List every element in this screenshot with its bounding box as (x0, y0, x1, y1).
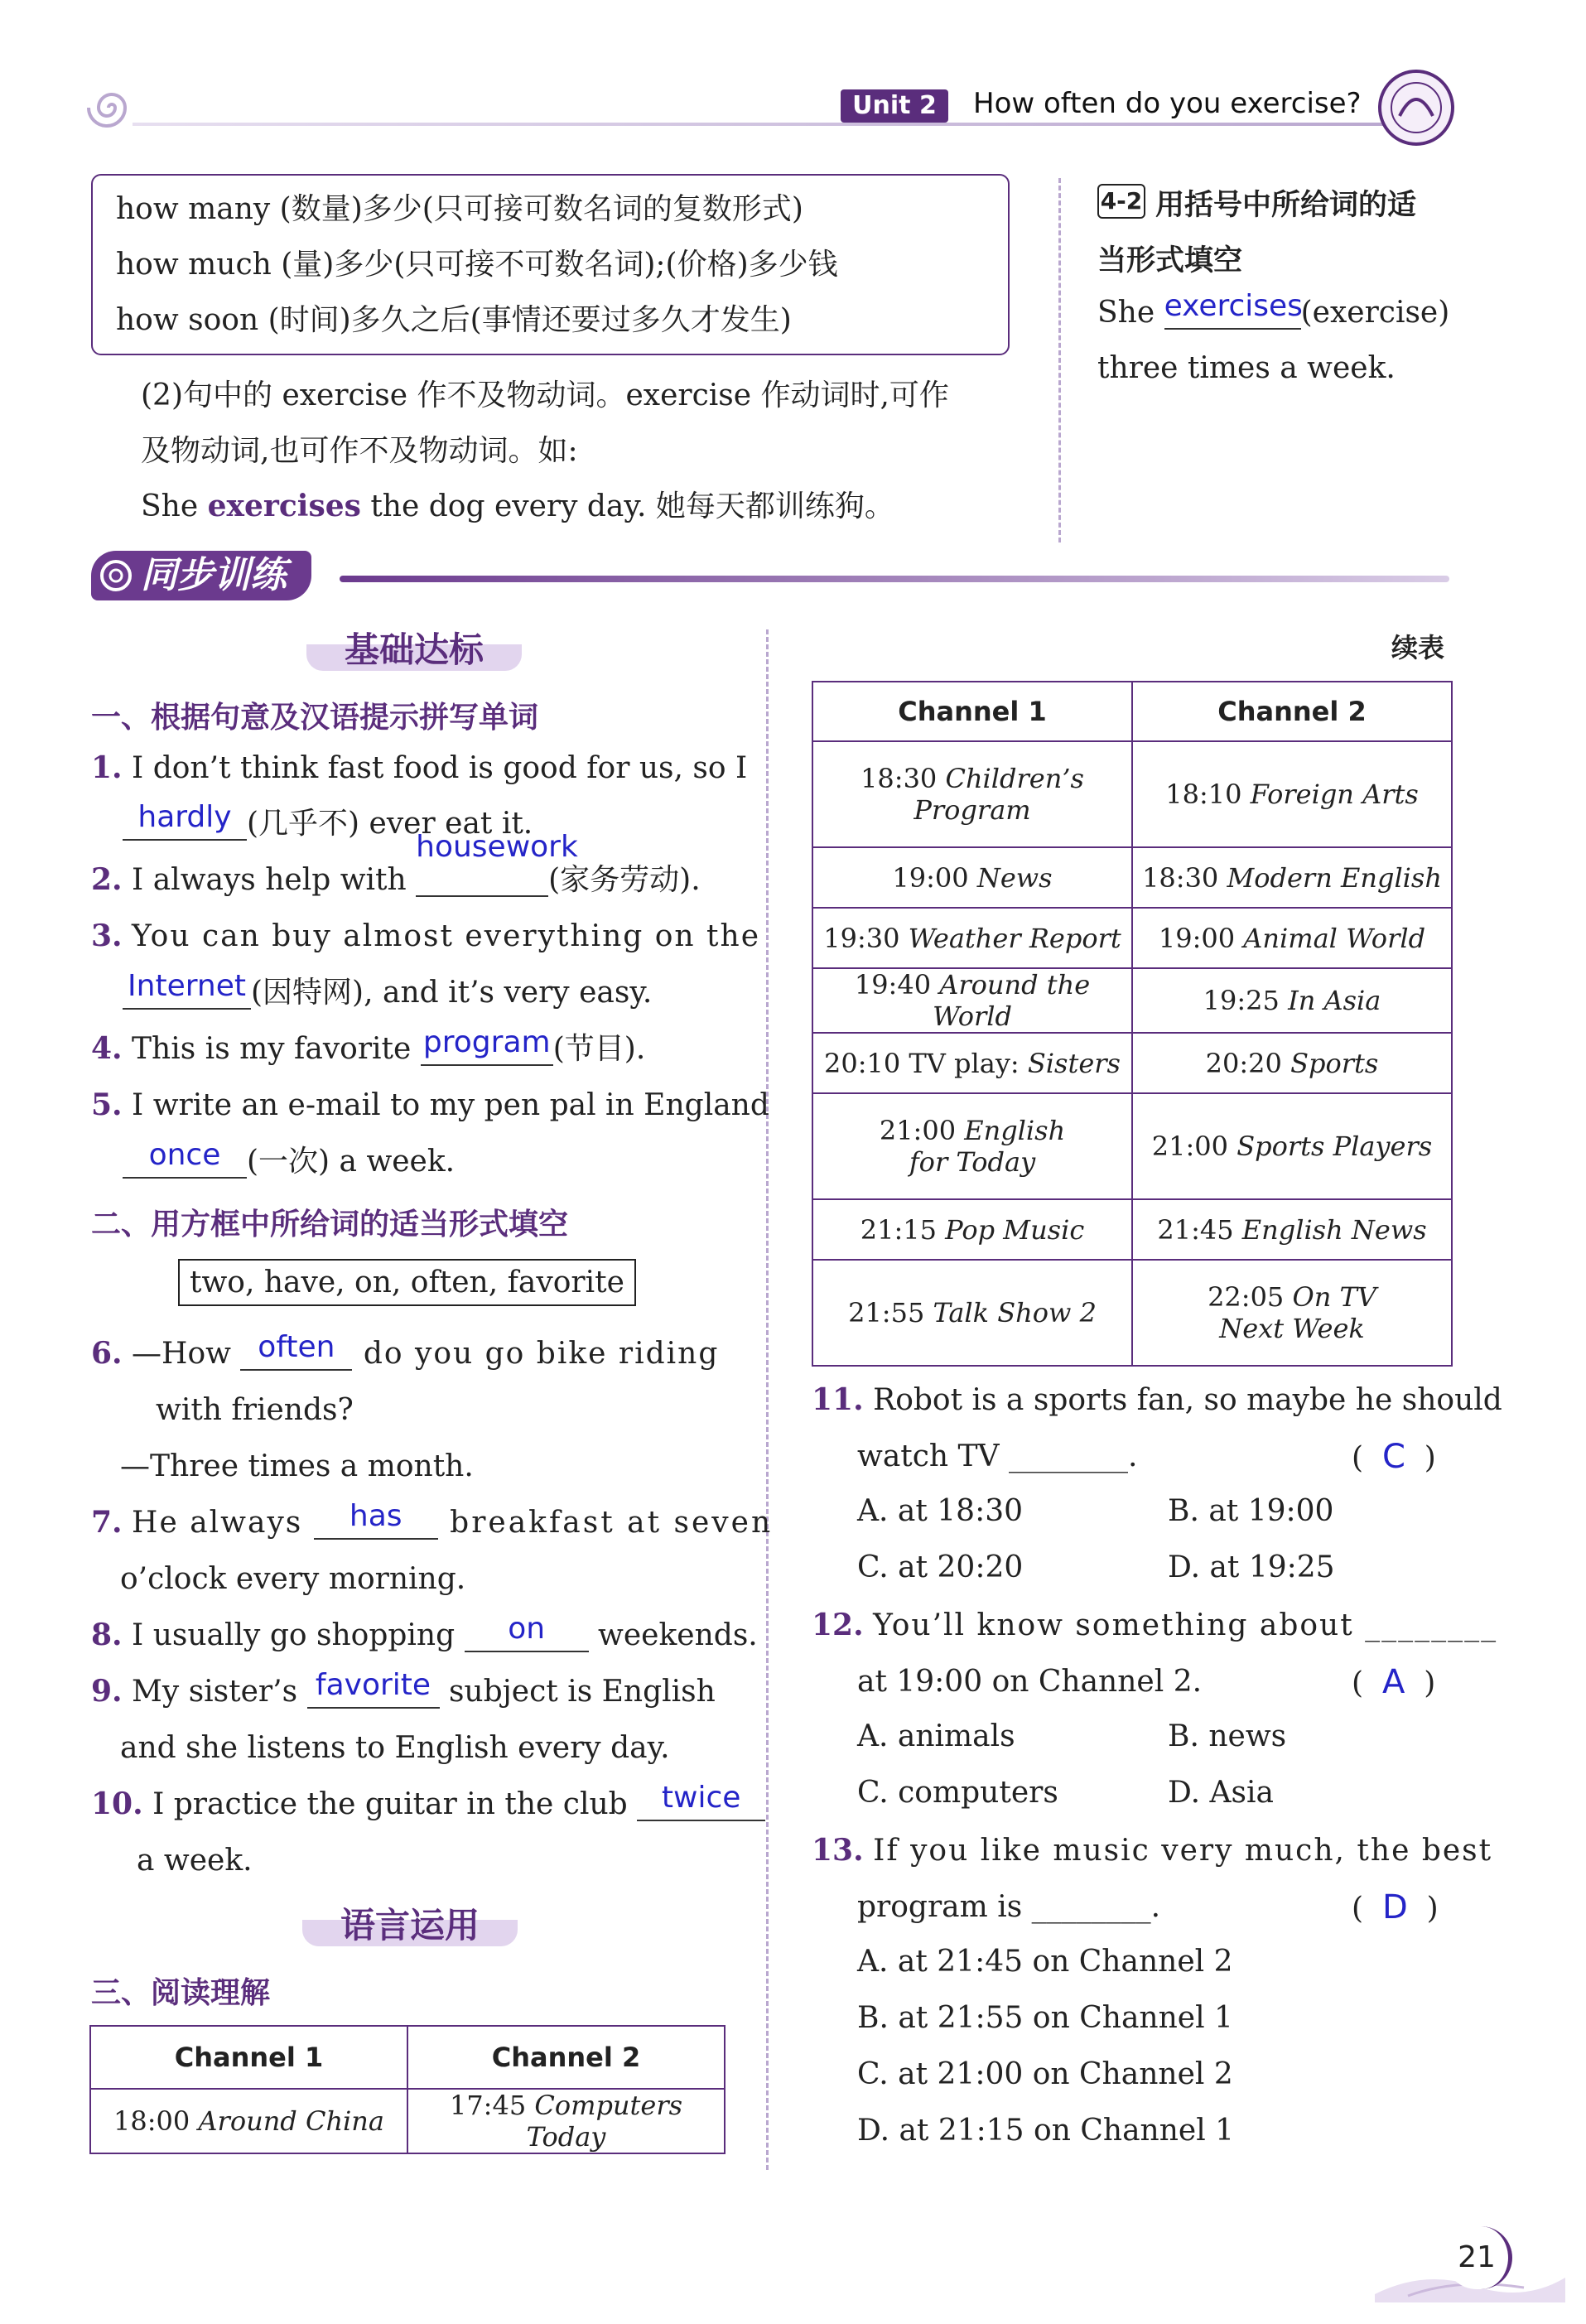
question-text: —How (132, 1337, 241, 1371)
schedule-table (812, 681, 1453, 1367)
table-header-row (90, 2026, 725, 2089)
answer-paren[interactable]: ( D ) (1352, 1888, 1439, 1926)
table-cell (812, 968, 1132, 1033)
answer-text: favorite (315, 1668, 431, 1702)
question-6-line3: —Three times a month. (120, 1449, 474, 1483)
table-row (812, 1093, 1452, 1199)
choice-answer: C (1381, 1438, 1405, 1476)
show-time: 19:25 (1203, 985, 1280, 1016)
question-10-line2: a week. (137, 1844, 253, 1878)
part1-title: 一、根据句意及汉语提示拼写单词 (91, 701, 539, 735)
show-time: 19:00 (892, 861, 969, 894)
question-9 (91, 1668, 716, 1710)
side-exercise-sentence (1097, 289, 1450, 331)
table-row (812, 1199, 1452, 1260)
page-header (83, 75, 1458, 149)
question-text: breakfast at seven (437, 1506, 774, 1540)
option: B. at 19:00 (1168, 1494, 1334, 1528)
table-cell (1132, 741, 1452, 847)
question-number: 3. (91, 919, 123, 953)
answer-blank[interactable] (421, 1025, 553, 1066)
show-time: 21:00 (879, 1115, 957, 1146)
question-7 (91, 1499, 774, 1541)
page-number: 21 (1445, 2226, 1512, 2289)
option: B. at 21:55 on Channel 1 (857, 2001, 1233, 2035)
choice-answer: D (1381, 1888, 1408, 1926)
show-time: 18:00 (113, 2105, 190, 2137)
table-cell (407, 2089, 725, 2153)
choice-answer: A (1381, 1663, 1405, 1701)
side-exercise-answer: exercises (1164, 289, 1303, 323)
answer-paren[interactable]: ( C ) (1352, 1438, 1436, 1476)
question-5-line2 (123, 1138, 456, 1180)
option: C. at 21:00 on Channel 2 (857, 2057, 1233, 2091)
continued-label: 续表 (1391, 632, 1445, 663)
unit-badge: Unit 2 (841, 89, 948, 123)
answer-blank[interactable] (314, 1499, 438, 1540)
option: D. at 19:25 (1168, 1550, 1335, 1584)
schedule-table-start (89, 2025, 726, 2154)
show-name: News (976, 861, 1053, 894)
question-2 (91, 830, 701, 899)
show-time: 22:05 (1208, 1281, 1285, 1313)
question-4 (91, 1025, 646, 1068)
grammar-line: how soon (时间)多久之后(事情还要过多久才发生) (116, 303, 792, 337)
show-name: TV play: (909, 1047, 1028, 1079)
table-cell (90, 2089, 407, 2153)
option: C. at 20:20 (857, 1550, 1024, 1584)
option: B. news (1168, 1719, 1287, 1753)
side-exercise-pre: She (1097, 296, 1155, 330)
show-name: Animal World (1243, 922, 1426, 954)
show-time: 20:20 (1205, 1047, 1282, 1079)
part3-title: 三、阅读理解 (91, 1976, 271, 2010)
show-name: Around the World (933, 969, 1091, 1032)
question-text: weekends. (588, 1618, 758, 1652)
hint-text: (因特网), and it’s very easy. (251, 976, 653, 1010)
banner-rule (340, 576, 1449, 582)
table-header: Channel 2 (407, 2026, 725, 2089)
answer-blank[interactable] (465, 1612, 589, 1652)
question-3 (91, 918, 760, 955)
note-line: 及物动词,也可作不及物动词。如: (141, 434, 578, 468)
show-time: 17:45 (449, 2090, 527, 2121)
show-name: Sports Players (1237, 1131, 1433, 1162)
option: C. computers (857, 1776, 1058, 1810)
grammar-line: how much (量)多少(只可接不可数名词);(价格)多少钱 (116, 248, 838, 282)
side-exercise-title: 用括号中所给词的适 (1155, 189, 1417, 222)
note-example-pre: She (141, 489, 208, 523)
table-cell (812, 1093, 1132, 1199)
table-cell (812, 908, 1132, 968)
table-row (812, 847, 1452, 908)
question-number: 9. (91, 1674, 123, 1709)
grammar-line: how many (数量)多少(只可接可数名词的复数形式) (116, 192, 803, 226)
answer-text: program (422, 1025, 551, 1059)
table-row (812, 741, 1452, 847)
show-time: 19:30 (823, 922, 900, 954)
show-time: 18:30 (860, 763, 938, 794)
show-time: 19:00 (1158, 922, 1236, 954)
hint-text: (一次) a week. (247, 1145, 456, 1179)
answer-paren[interactable]: ( A ) (1352, 1663, 1436, 1701)
show-time: 21:15 (860, 1213, 937, 1246)
show-name: Computers Today (526, 2090, 683, 2153)
answer-text: hardly (137, 800, 232, 834)
question-number: 4. (91, 1031, 123, 1066)
question-number: 12. (812, 1608, 864, 1642)
note-example-word: exercises (207, 489, 361, 523)
banner-swirl-icon (98, 557, 134, 594)
language-title: 语言运用 (302, 1898, 518, 1946)
publisher-seal-icon (1375, 66, 1458, 149)
show-name: Program (914, 794, 1031, 826)
question-6 (91, 1330, 720, 1372)
question-3-line2 (123, 969, 653, 1011)
answer-blank[interactable] (240, 1330, 352, 1371)
question-number: 2. (91, 862, 123, 897)
answer-blank[interactable] (637, 1781, 765, 1821)
question-text: I practice the guitar in the club (152, 1787, 638, 1821)
question-number: 13. (812, 1833, 864, 1868)
question-text: I usually go shopping (132, 1618, 465, 1652)
question-text: do you go bike riding (352, 1337, 720, 1371)
answer-text: Internet (128, 969, 246, 1003)
side-exercise-sentence: three times a week. (1097, 351, 1396, 385)
question-number: 1. (91, 750, 123, 785)
question-number: 7. (91, 1505, 123, 1540)
answer-text: twice (661, 1781, 741, 1815)
table-row (90, 2089, 725, 2153)
hint-text: (几乎不) (247, 807, 360, 841)
option: A. at 21:45 on Channel 2 (857, 1945, 1233, 1979)
show-time: 21:45 (1157, 1213, 1234, 1246)
show-time: 18:30 (1142, 861, 1219, 894)
show-time: 20:10 (824, 1047, 901, 1079)
part2-title: 二、用方框中所给词的适当形式填空 (91, 1208, 569, 1242)
table-header: Channel 1 (812, 682, 1132, 741)
show-time: 21:00 (1151, 1131, 1229, 1162)
hint-text: (家务劳动). (548, 863, 701, 897)
table-cell (1132, 1093, 1452, 1199)
show-name: for Today (909, 1146, 1036, 1178)
side-exercise-title: 当形式填空 (1097, 244, 1243, 277)
banner-title: 同步训练 (91, 551, 311, 600)
table-cell (812, 1260, 1132, 1366)
show-time: 18:10 (1165, 779, 1242, 810)
show-name: Modern English (1227, 861, 1442, 894)
show-name: English (964, 1115, 1066, 1146)
table-cell (812, 847, 1132, 908)
question-text: I always help with (132, 863, 417, 897)
question-text: You can buy almost everything on the (132, 919, 761, 953)
show-name: Weather Report (908, 922, 1121, 954)
table-row (812, 908, 1452, 968)
table-header: Channel 2 (1132, 682, 1452, 741)
table-header: Channel 1 (90, 2026, 407, 2089)
question-9-line2: and she listens to English every day. (120, 1731, 670, 1765)
grammar-box (91, 174, 1010, 355)
show-name: On TV (1292, 1281, 1376, 1313)
word-box: two, have, on, often, favorite (178, 1259, 636, 1306)
question-8 (91, 1612, 758, 1654)
show-name: English News (1241, 1213, 1427, 1246)
show-name: Around China (198, 2105, 384, 2137)
table-cell (1132, 968, 1452, 1033)
show-name: Pop Music (945, 1213, 1085, 1246)
note-line: (2)句中的 exercise 作不及物动词。exercise 作动词时,可作 (141, 378, 949, 412)
question-text: I write an e-mail to my pen pal in England (132, 1088, 769, 1122)
answer-blank[interactable] (307, 1668, 440, 1709)
hint-text: (节目). (552, 1032, 646, 1066)
answer-text: often (258, 1330, 335, 1364)
vertical-divider (1058, 178, 1061, 542)
basic-title: 基础达标 (306, 623, 522, 671)
table-cell (1132, 1199, 1452, 1260)
question-13 (812, 1832, 1492, 1869)
show-name: Children’s (945, 763, 1084, 794)
side-exercise-hint: (exercise) (1300, 296, 1450, 330)
answer-text: housework (416, 830, 578, 864)
question-number: 8. (91, 1618, 123, 1652)
show-name: Sports (1290, 1047, 1379, 1079)
show-name: Foreign Arts (1250, 779, 1419, 810)
answer-blank[interactable] (123, 800, 247, 841)
note-example (141, 488, 894, 525)
option: A. animals (857, 1719, 1015, 1753)
side-exercise-blank[interactable] (1164, 289, 1303, 330)
answer-blank[interactable] (123, 969, 251, 1010)
question-5 (91, 1087, 769, 1124)
question-1 (91, 750, 747, 787)
table-cell (812, 1199, 1132, 1260)
answer-blank[interactable] (416, 830, 578, 897)
table-cell (812, 741, 1132, 847)
column-divider (766, 629, 769, 2170)
question-text: If you like music very much, the best (873, 1834, 1493, 1868)
question-number: 11. (812, 1382, 864, 1417)
show-name: Talk Show 2 (933, 1297, 1097, 1328)
side-exercise-tag: 4-2 (1097, 184, 1145, 219)
question-6-line2: with friends? (156, 1393, 354, 1427)
question-number: 10. (91, 1786, 143, 1821)
question-text: subject is English (439, 1675, 716, 1709)
section-banner (91, 551, 1453, 600)
question-number: 5. (91, 1087, 123, 1122)
table-cell (1132, 847, 1452, 908)
table-cell (812, 1033, 1132, 1093)
question-text: He always (132, 1506, 314, 1540)
option: A. at 18:30 (857, 1494, 1024, 1528)
question-text: Robot is a sports fan, so maybe he should (873, 1383, 1502, 1417)
answer-text: has (349, 1499, 403, 1533)
show-time: 19:40 (854, 969, 932, 1000)
note-example-post: the dog every day. 她每天都训练狗。 (360, 489, 894, 523)
answer-text: on (508, 1612, 546, 1646)
show-time: 21:55 (848, 1297, 925, 1328)
question-number: 6. (91, 1336, 123, 1371)
table-cell (1132, 1033, 1452, 1093)
question-7-line2: o’clock every morning. (120, 1562, 466, 1596)
question-12-line2: at 19:00 on Channel 2. (857, 1665, 1203, 1699)
table-cell (1132, 1260, 1452, 1366)
header-title: How often do you exercise? (973, 87, 1362, 120)
table-row (812, 1260, 1452, 1366)
answer-blank[interactable] (123, 1138, 247, 1179)
table-row (812, 1033, 1452, 1093)
show-name: Sisters (1027, 1047, 1121, 1079)
option: D. Asia (1168, 1776, 1274, 1810)
question-11 (812, 1381, 1502, 1419)
show-name: In Asia (1288, 985, 1381, 1016)
question-11-line2: watch TV ________. (857, 1439, 1138, 1473)
table-cell (1132, 908, 1452, 968)
table-header-row (812, 682, 1452, 741)
question-text: ever eat it. (359, 807, 533, 841)
answer-text: once (148, 1138, 221, 1172)
question-10 (91, 1781, 765, 1823)
option: D. at 21:15 on Channel 1 (857, 2114, 1235, 2148)
question-text: My sister’s (132, 1675, 307, 1709)
header-rule (133, 123, 1408, 126)
table-row (812, 968, 1452, 1033)
question-13-line2: program is ________. (857, 1890, 1161, 1924)
show-name: Next Week (1219, 1313, 1365, 1344)
question-text: You’ll know something about ________ (873, 1608, 1498, 1642)
question-12 (812, 1607, 1497, 1644)
question-text: I don’t think fast food is good for us, so I (132, 751, 748, 785)
question-text: This is my favorite (132, 1032, 421, 1066)
